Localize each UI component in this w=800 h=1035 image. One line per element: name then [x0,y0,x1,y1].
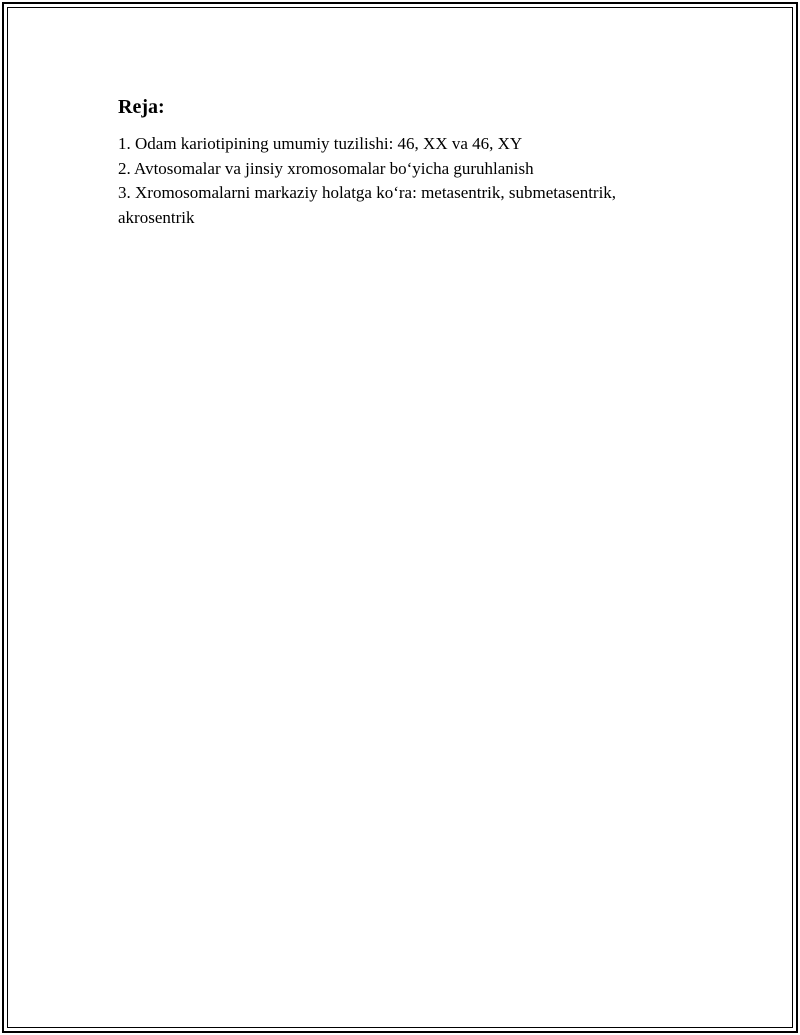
plan-item-3: 3. Xromosomalarni markaziy holatga ko‘ra: metasentrik, submetasentrik, akrosentrik [118,183,617,227]
plan-item-1: 1. Odam kariotipining umumiy tuzilishi: 46, XX va 46, XY [118,134,523,153]
plan-heading: Reja: [118,96,165,118]
plan-list [118,132,678,230]
plan-item-2: 2. Avtosomalar va jinsiy xromosomalar bo‘yicha guruhlanish [118,158,534,178]
document-content [118,94,678,230]
